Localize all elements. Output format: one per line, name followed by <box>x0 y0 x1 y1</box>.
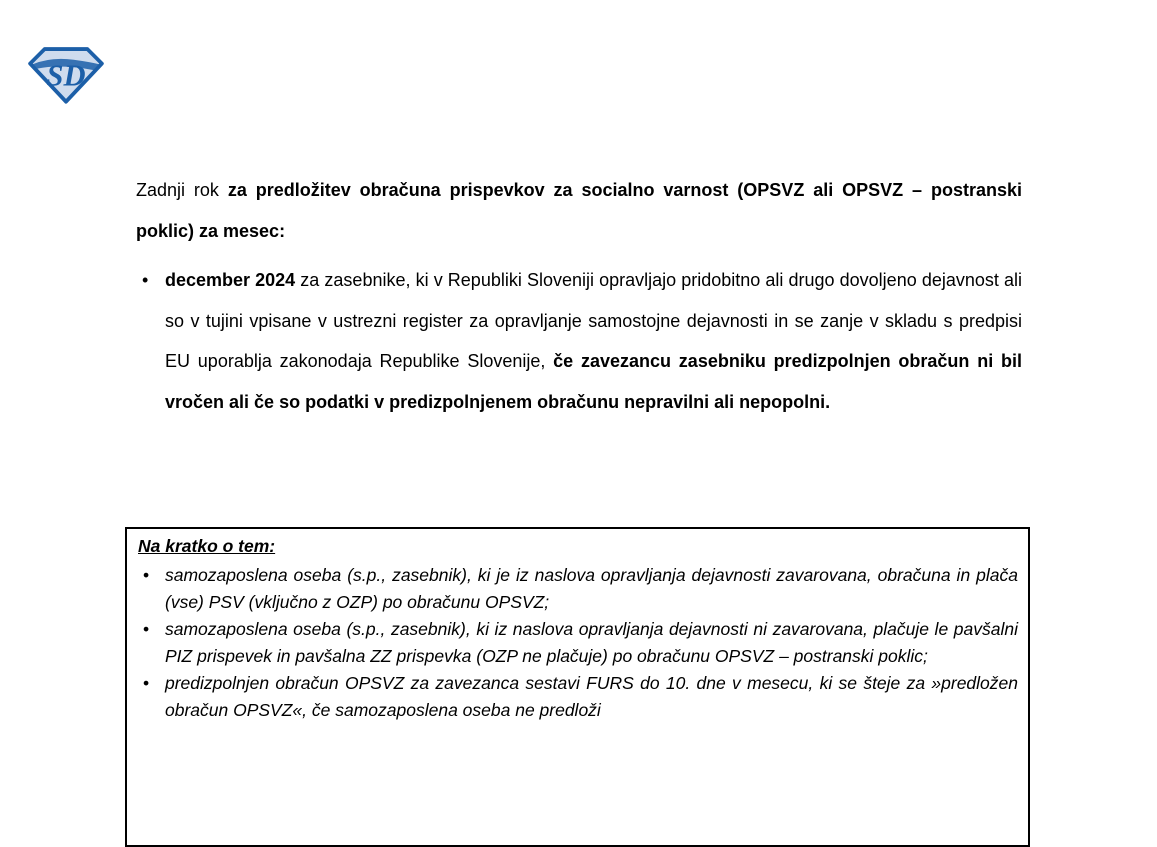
list-item <box>138 562 1018 616</box>
main-content <box>136 170 1022 422</box>
summary-box-title-text: Na kratko o tem: <box>138 536 276 556</box>
intro-text-bold: za predložitev obračuna prispevkov za socialno varnost (OPSVZ ali OPSVZ – postranski poklic) za mesec: <box>136 180 1022 241</box>
bullet-marker: • <box>143 673 150 693</box>
intro-paragraph <box>136 170 1022 251</box>
summary-bullet-text: samozaposlena oseba (s.p., zasebnik), ki je iz naslova opravljanja dejavnosti zavarovana, obračuna in plača (vse) PSV (vključno z OZP) po obračunu OPSVZ; <box>165 565 1018 612</box>
list-item-text <box>165 260 1022 422</box>
summary-bullet-text: predizpolnjen obračun OPSVZ za zavezanca sestavi FURS do 10. dne v mesecu, ki se šteje za »predložen obračun OPSVZ«, če samozaposlena oseba ne predloži <box>165 673 1018 720</box>
logo-letters: SD <box>46 58 86 93</box>
list-item <box>138 616 1018 670</box>
bullet-marker: • <box>143 565 150 585</box>
list-item <box>138 670 1018 724</box>
company-logo <box>27 46 105 104</box>
deadline-body-regular: za zasebnike, ki v Republiki Sloveniji opravljajo pridobitno ali drugo dovoljeno dejavnost ali so v tujini vpisane v ustrezni register za opravljanje samostojne dejavnosti in se zanje v skladu s predpisi EU uporablja zakonodaja Republike Slovenije, <box>165 270 1022 371</box>
list-item <box>136 260 1022 422</box>
bullet-marker: • <box>142 270 149 290</box>
deadline-condition-bold: če zavezancu zasebniku predizpolnjen obračun ni bil vročen ali če so podatki v predizpolnjenem obračunu nepravilni ali nepopolni. <box>165 351 1022 412</box>
summary-box <box>125 527 1030 847</box>
summary-bullet-text: samozaposlena oseba (s.p., zasebnik), ki iz naslova opravljanja dejavnosti ni zavarovana, plačuje le pavšalni PIZ prispevek in pavšalna ZZ prispevka (OZP ne plačuje) po obračunu OPSVZ – postranski poklic; <box>165 619 1018 666</box>
deadline-list <box>136 260 1022 422</box>
bullet-marker: • <box>143 619 150 639</box>
deadline-month-bold: december 2024 <box>165 270 296 290</box>
intro-text-regular: Zadnji rok <box>136 180 228 200</box>
diamond-shield-icon <box>27 46 105 104</box>
summary-box-title <box>138 533 1018 560</box>
